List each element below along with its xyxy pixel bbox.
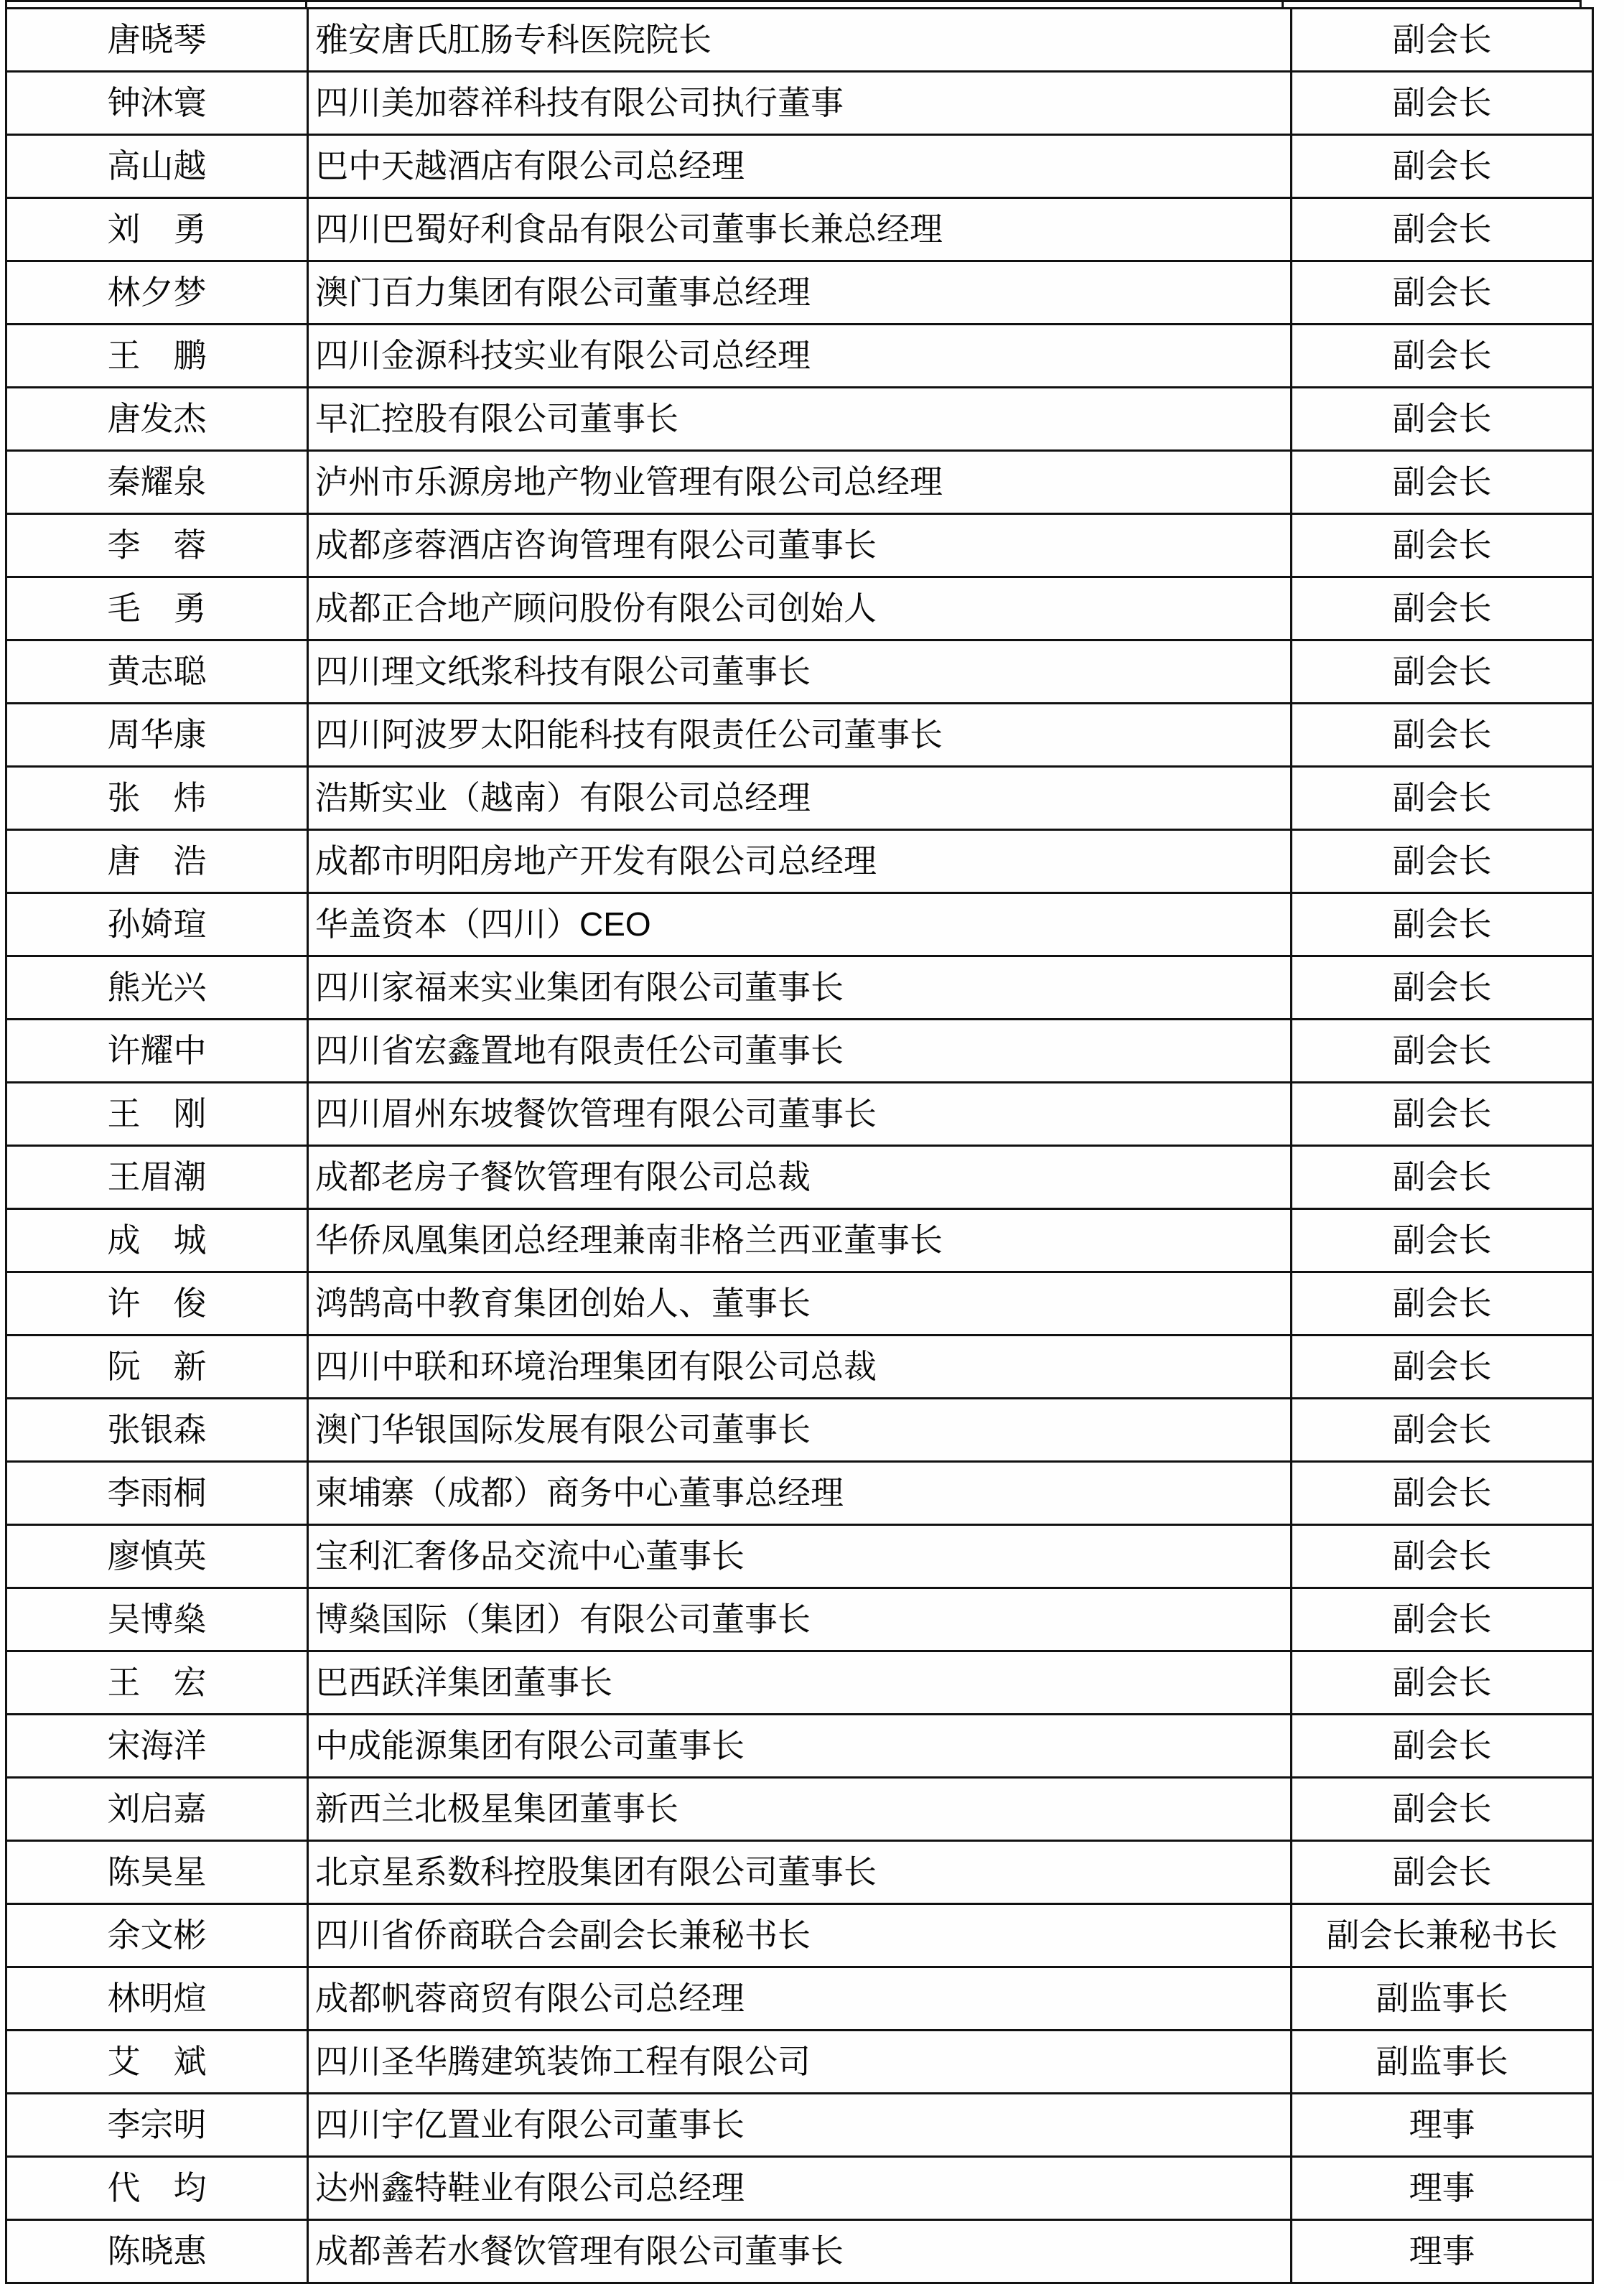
member-position: 华盖资本（四川）CEO [308,893,1292,956]
table-row [6,577,1593,640]
table-row [6,2220,1593,2283]
member-name: 李宗明 [6,2094,308,2157]
member-position: 成都正合地产顾问股份有限公司创始人 [308,577,1292,640]
member-name: 艾 斌 [6,2031,308,2094]
member-role: 副监事长 [1292,1967,1593,2031]
member-position: 澳门百力集团有限公司董事总经理 [308,261,1292,325]
member-name: 余文彬 [6,1904,308,1967]
member-position: 鸿鹄高中教育集团创始人、董事长 [308,1272,1292,1336]
member-roster-table [5,7,1594,2284]
member-position: 中成能源集团有限公司董事长 [308,1715,1292,1778]
table-row [6,1399,1593,1462]
member-role: 副会长 [1292,325,1593,388]
member-name: 代 均 [6,2157,308,2220]
member-name: 林夕梦 [6,261,308,325]
member-position: 四川省侨商联合会副会长兼秘书长 [308,1904,1292,1967]
member-position: 澳门华银国际发展有限公司董事长 [308,1399,1292,1462]
member-role: 副会长 [1292,9,1593,72]
member-roster-body [6,9,1593,2283]
table-row [6,1967,1593,2031]
member-role: 副会长 [1292,1083,1593,1146]
table-row [6,135,1593,198]
member-name: 孙婍瑄 [6,893,308,956]
member-role: 副会长 [1292,1336,1593,1399]
member-name: 成 城 [6,1209,308,1272]
member-name: 唐晓琴 [6,9,308,72]
member-role: 副会长 [1292,1715,1593,1778]
member-role: 副会长 [1292,767,1593,830]
member-position: 华侨凤凰集团总经理兼南非格兰西亚董事长 [308,1209,1292,1272]
member-position: 成都老房子餐饮管理有限公司总裁 [308,1146,1292,1209]
table-row [6,325,1593,388]
member-role: 副会长 [1292,830,1593,893]
member-position: 浩斯实业（越南）有限公司总经理 [308,767,1292,830]
table-row [6,1146,1593,1209]
previous-row-cutoff [5,0,1582,7]
table-row [6,1525,1593,1588]
member-position: 四川眉州东坡餐饮管理有限公司董事长 [308,1083,1292,1146]
member-position: 成都善若水餐饮管理有限公司董事长 [308,2220,1292,2283]
member-name: 李雨桐 [6,1462,308,1525]
member-name: 周华康 [6,704,308,767]
member-name: 高山越 [6,135,308,198]
member-position: 四川家福来实业集团有限公司董事长 [308,956,1292,1020]
member-position: 新西兰北极星集团董事长 [308,1778,1292,1841]
member-name: 陈晓惠 [6,2220,308,2283]
member-name: 吴博燊 [6,1588,308,1651]
member-role: 副监事长 [1292,2031,1593,2094]
table-row [6,830,1593,893]
table-row [6,1588,1593,1651]
member-position: 成都帆蓉商贸有限公司总经理 [308,1967,1292,2031]
table-row [6,9,1593,72]
member-position: 达州鑫特鞋业有限公司总经理 [308,2157,1292,2220]
member-role: 副会长 [1292,1841,1593,1904]
member-position: 成都市明阳房地产开发有限公司总经理 [308,830,1292,893]
member-role: 副会长 [1292,514,1593,577]
member-name: 林明煊 [6,1967,308,2031]
table-row [6,893,1593,956]
member-name: 黄志聪 [6,640,308,704]
member-name: 钟沐寰 [6,72,308,135]
table-row [6,1778,1593,1841]
member-name: 王 宏 [6,1651,308,1715]
table-row [6,388,1593,451]
member-position: 四川巴蜀好利食品有限公司董事长兼总经理 [308,198,1292,261]
member-name: 许耀中 [6,1020,308,1083]
member-role: 理事 [1292,2157,1593,2220]
member-name: 宋海洋 [6,1715,308,1778]
member-role: 副会长 [1292,1020,1593,1083]
member-role: 副会长 [1292,956,1593,1020]
member-position: 北京星系数科控股集团有限公司董事长 [308,1841,1292,1904]
table-row [6,1651,1593,1715]
member-role: 副会长 [1292,1651,1593,1715]
member-position: 四川省宏鑫置地有限责任公司董事长 [308,1020,1292,1083]
member-name: 王 刚 [6,1083,308,1146]
member-name: 张 炜 [6,767,308,830]
member-role: 副会长 [1292,261,1593,325]
table-row [6,704,1593,767]
table-row [6,72,1593,135]
member-name: 李 蓉 [6,514,308,577]
member-role: 副会长 [1292,704,1593,767]
table-row [6,1209,1593,1272]
column-divider [1282,2,1284,7]
member-name: 廖慎英 [6,1525,308,1588]
column-divider [305,2,307,7]
member-name: 许 俊 [6,1272,308,1336]
member-name: 唐 浩 [6,830,308,893]
member-position: 柬埔寨（成都）商务中心董事总经理 [308,1462,1292,1525]
table-row [6,2031,1593,2094]
member-name: 陈昊星 [6,1841,308,1904]
member-position: 成都彦蓉酒店咨询管理有限公司董事长 [308,514,1292,577]
member-role: 副会长 [1292,135,1593,198]
table-row [6,2094,1593,2157]
member-position: 宝利汇奢侈品交流中心董事长 [308,1525,1292,1588]
member-position: 早汇控股有限公司董事长 [308,388,1292,451]
member-role: 副会长 [1292,1462,1593,1525]
table-row [6,1904,1593,1967]
member-name: 阮 新 [6,1336,308,1399]
member-role: 副会长 [1292,1525,1593,1588]
member-position: 巴中天越酒店有限公司总经理 [308,135,1292,198]
member-role: 副会长 [1292,1272,1593,1336]
member-role: 副会长 [1292,577,1593,640]
member-role: 副会长 [1292,198,1593,261]
member-role: 理事 [1292,2094,1593,2157]
member-position: 博燊国际（集团）有限公司董事长 [308,1588,1292,1651]
table-row [6,1336,1593,1399]
member-role: 副会长 [1292,1399,1593,1462]
member-role: 副会长 [1292,388,1593,451]
table-row [6,956,1593,1020]
member-role: 副会长 [1292,1778,1593,1841]
table-row [6,2157,1593,2220]
member-name: 刘 勇 [6,198,308,261]
member-name: 熊光兴 [6,956,308,1020]
member-position: 雅安唐氏肛肠专科医院院长 [308,9,1292,72]
member-position: 泸州市乐源房地产物业管理有限公司总经理 [308,451,1292,514]
member-position: 四川圣华腾建筑装饰工程有限公司 [308,2031,1292,2094]
table-row [6,1083,1593,1146]
member-role: 副会长 [1292,640,1593,704]
member-position: 四川中联和环境治理集团有限公司总裁 [308,1336,1292,1399]
member-role: 副会长 [1292,1209,1593,1272]
table-row [6,514,1593,577]
table-row [6,1272,1593,1336]
table-row [6,451,1593,514]
table-row [6,261,1593,325]
member-name: 王 鹏 [6,325,308,388]
member-role: 副会长 [1292,72,1593,135]
table-row [6,767,1593,830]
member-name: 张银森 [6,1399,308,1462]
table-row [6,198,1593,261]
table-row [6,640,1593,704]
member-name: 唐发杰 [6,388,308,451]
member-role: 理事 [1292,2220,1593,2283]
table-row [6,1462,1593,1525]
member-position: 四川阿波罗太阳能科技有限责任公司董事长 [308,704,1292,767]
member-name: 秦耀泉 [6,451,308,514]
member-name: 毛 勇 [6,577,308,640]
table-row [6,1715,1593,1778]
member-position: 四川宇亿置业有限公司董事长 [308,2094,1292,2157]
table-row [6,1841,1593,1904]
member-position: 四川美加蓉祥科技有限公司执行董事 [308,72,1292,135]
member-role: 副会长 [1292,1588,1593,1651]
member-name: 王眉潮 [6,1146,308,1209]
member-role: 副会长兼秘书长 [1292,1904,1593,1967]
member-position: 四川金源科技实业有限公司总经理 [308,325,1292,388]
member-name: 刘启嘉 [6,1778,308,1841]
member-position: 巴西跃洋集团董事长 [308,1651,1292,1715]
member-role: 副会长 [1292,893,1593,956]
member-position: 四川理文纸浆科技有限公司董事长 [308,640,1292,704]
member-role: 副会长 [1292,451,1593,514]
member-role: 副会长 [1292,1146,1593,1209]
table-row [6,1020,1593,1083]
